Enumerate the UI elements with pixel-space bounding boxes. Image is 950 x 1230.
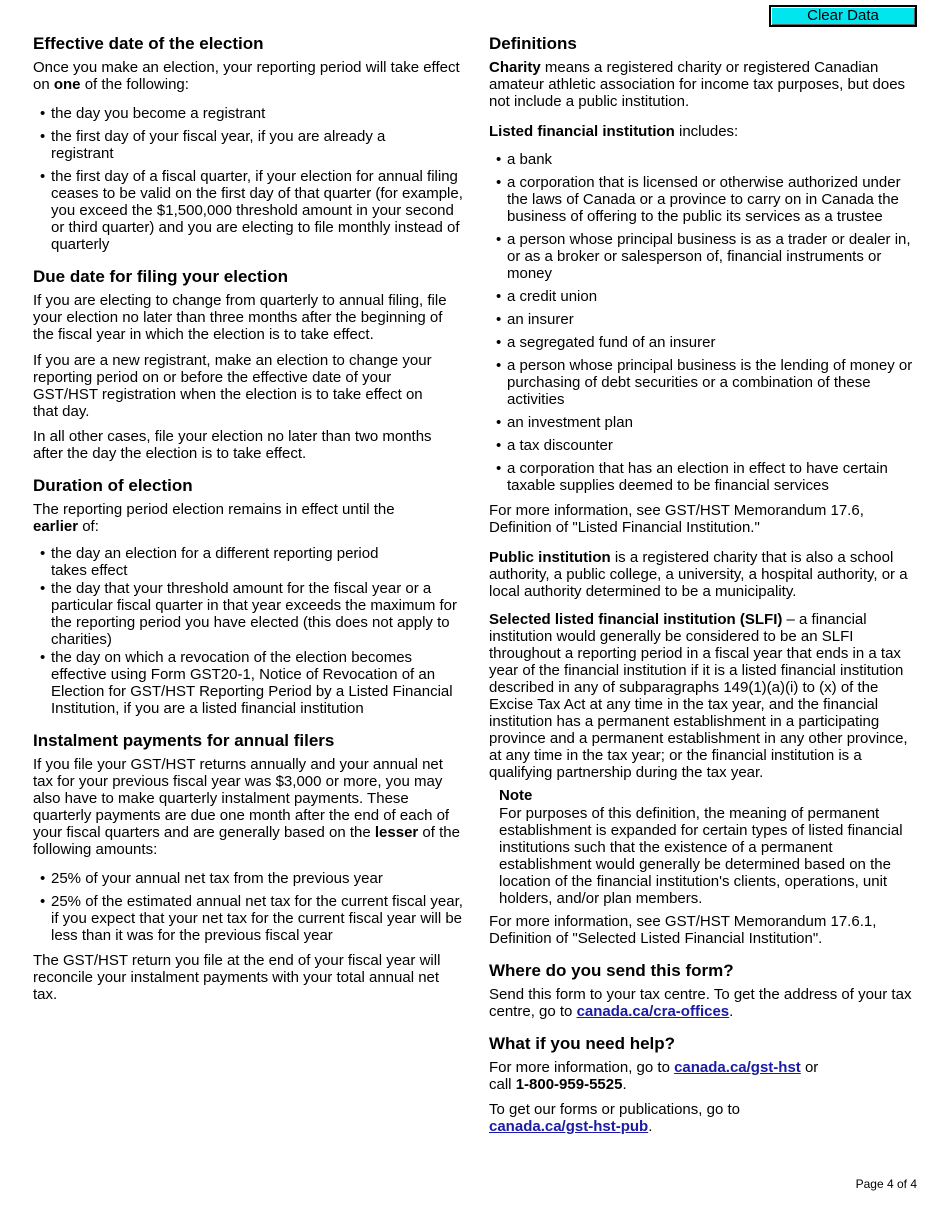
- lfi-definition: [489, 123, 921, 140]
- duration-list: [33, 545, 465, 717]
- phone-number: 1-800-959-5525: [515, 1076, 623, 1093]
- effective-date-section: [33, 34, 465, 253]
- send-text: [489, 986, 921, 1020]
- list-item: • 25% of your annual net tax from the previous year: [33, 870, 465, 887]
- slfi-text: – a financial institution would generally be considered to be an SLFI throughout a reporting period in a fiscal year that ends in a tax year of the financial institution if it is a listed financial institution described in any of subparagraphs 149(1)(a)(i) to (x) of the Excise Tax Act at any time in the tax year, and the financial institution has a permanent establishment in a participating province and a permanent establishment in any other province, at any time in the tax year; or the financial institution is a qualifying partnership during the tax year.: [489, 611, 908, 781]
- duration-heading: Duration of election: [33, 476, 193, 495]
- list-item: • a segregated fund of an insurer: [489, 334, 921, 351]
- due-date-section: [33, 267, 465, 462]
- instalment-section: [33, 731, 465, 1003]
- gst-hst-pub-link[interactable]: canada.ca/gst-hst-pub: [489, 1118, 649, 1135]
- send-heading: Where do you send this form?: [489, 961, 734, 980]
- gst-hst-link[interactable]: canada.ca/gst-hst: [674, 1059, 801, 1076]
- duration-intro: [33, 501, 465, 535]
- publications-text-body: To get our forms or publications, go to: [489, 1101, 740, 1118]
- charity-term: Charity: [489, 59, 541, 76]
- slfi-more-info: For more information, see GST/HST Memorandum 17.6.1, Definition of "Selected Listed Financial Institution".: [489, 913, 877, 947]
- due-date-heading: Due date for filing your election: [33, 267, 289, 286]
- publications-text: [489, 1101, 921, 1135]
- list-item: • a credit union: [489, 288, 921, 305]
- publications-text-end: .: [648, 1118, 653, 1135]
- intro-bold: lesser: [374, 824, 419, 841]
- effective-date-heading: Effective date of the election: [33, 34, 264, 53]
- list-item: • a corporation that is licensed or otherwise authorized under the laws of Canada or a province to carry on in Canada the business of offering to the public its services as a trustee: [489, 174, 921, 225]
- due-date-paragraph: In all other cases, file your election no later than two months after the day the election is to take effect.: [33, 428, 432, 462]
- list-item: • the first day of a fiscal quarter, if your election for annual filing ceases to be valid on the first day of that quarter (for example, you exceed the $1,500,000 threshold amount in your second or third quarter) and you are electing to file monthly instead of quarterly: [33, 168, 465, 253]
- intro-text-end: of:: [78, 518, 99, 535]
- public-term: Public institution: [489, 549, 611, 566]
- clear-data-button[interactable]: Clear Data: [769, 5, 917, 27]
- instalment-list: [33, 870, 465, 944]
- help-heading: What if you need help?: [489, 1034, 676, 1053]
- duration-section: [33, 476, 465, 717]
- intro-bold: earlier: [33, 518, 79, 535]
- public-text: is a registered charity that is also a school authority, a public college, a university, a hospital authority, or a local authority determined to be a municipality.: [489, 549, 908, 600]
- list-item: • a person whose principal business is the lending of money or purchasing of debt securities or a combination of these activities: [489, 357, 921, 408]
- slfi-term: Selected listed financial institution (SLFI): [489, 611, 783, 628]
- intro-bold: one: [53, 76, 81, 93]
- intro-text: If you file your GST/HST returns annually and your annual net tax for your previous fiscal year was $3,000 or more, you may also have to make quarterly instalment payments. These quarterly payments are due one month after the end of each of your fiscal quarters and are generally based on the: [33, 756, 450, 841]
- lfi-text: includes:: [674, 123, 739, 140]
- charity-text: means a registered charity or registered Canadian amateur athletic association for income tax purposes, but does not include a public institution.: [489, 59, 906, 110]
- left-column: [33, 34, 465, 1017]
- cra-offices-link[interactable]: canada.ca/cra-offices: [576, 1003, 730, 1020]
- help-text: [489, 1059, 921, 1093]
- list-item: • the day you become a registrant: [33, 105, 465, 122]
- charity-definition: [489, 59, 921, 110]
- help-text-end: .: [622, 1076, 627, 1093]
- help-text-call: or call: [489, 1059, 819, 1093]
- list-item: • a bank: [489, 151, 921, 168]
- list-item: • the day on which a revocation of the election becomes effective using Form GST20-1, Notice of Revocation of an Election for GST/HST Reporting Period by a Listed Financial Institution, if you are a listed financial institution: [33, 649, 465, 717]
- public-institution-definition: [489, 549, 921, 600]
- lfi-list: [489, 151, 921, 494]
- list-item: • an investment plan: [489, 414, 921, 431]
- list-item: • 25% of the estimated annual net tax for the current fiscal year, if you expect that your net tax for the current fiscal year will be less than it was for the previous fiscal year: [33, 893, 465, 944]
- list-item: • an insurer: [489, 311, 921, 328]
- right-column: [489, 34, 921, 1149]
- send-text-end: .: [729, 1003, 734, 1020]
- note-box: [489, 787, 921, 907]
- page-number: Page 4 of 4: [855, 1177, 917, 1191]
- note-text: For purposes of this definition, the meaning of permanent establishment is expanded for certain types of listed financial institutions such that the existence of a permanent establishment would generally be determined based on the location of the financial institution's clients, operations, unit holders, and/or plan members.: [499, 805, 903, 907]
- instalment-heading: Instalment payments for annual filers: [33, 731, 335, 750]
- send-text-body: Send this form to your tax centre. To get the address of your tax centre, go to: [489, 986, 912, 1020]
- instalment-intro: [33, 756, 465, 858]
- lfi-term: Listed financial institution: [489, 123, 675, 140]
- help-section: [489, 1034, 921, 1135]
- definitions-heading: Definitions: [489, 34, 577, 53]
- list-item: • a corporation that has an election in effect to have certain taxable supplies deemed to be financial services: [489, 460, 921, 494]
- intro-text: Once you make an election, your reporting period will take effect on: [33, 59, 460, 93]
- list-item: • the first day of your fiscal year, if you are already a registrant: [33, 128, 465, 162]
- definitions-section: [489, 34, 921, 947]
- intro-text-end: of the following:: [80, 76, 189, 93]
- intro-text-end: of the following amounts:: [33, 824, 460, 858]
- due-date-paragraph: If you are electing to change from quarterly to annual filing, file your election no later than three months after the beginning of the fiscal year in which the election is to take effect.: [33, 292, 447, 343]
- list-item: • the day an election for a different reporting period takes effect: [33, 545, 465, 579]
- list-item: • the day that your threshold amount for the fiscal year or a particular fiscal quarter in that year exceeds the maximum for the reporting period you have elected (this does not apply to charities): [33, 580, 465, 648]
- lfi-more-info: For more information, see GST/HST Memorandum 17.6, Definition of "Listed Financial Institution.": [489, 502, 864, 536]
- effective-date-list: [33, 105, 465, 253]
- note-heading: Note: [499, 787, 533, 804]
- list-item: • a tax discounter: [489, 437, 921, 454]
- help-text-body: For more information, go to: [489, 1059, 675, 1076]
- list-item: • a person whose principal business is as a trader or dealer in, or as a broker or salesperson of, financial instruments or money: [489, 231, 921, 282]
- send-section: [489, 961, 921, 1020]
- instalment-closing: The GST/HST return you file at the end of your fiscal year will reconcile your instalment payments with your total annual net tax.: [33, 952, 441, 1003]
- due-date-paragraph: If you are a new registrant, make an election to change your reporting period on or before the effective date of your GST/HST registration when the election is to take effect on that day.: [33, 352, 432, 420]
- effective-date-intro: [33, 59, 465, 93]
- intro-text: The reporting period election remains in effect until the: [33, 501, 395, 518]
- slfi-definition: [489, 611, 921, 781]
